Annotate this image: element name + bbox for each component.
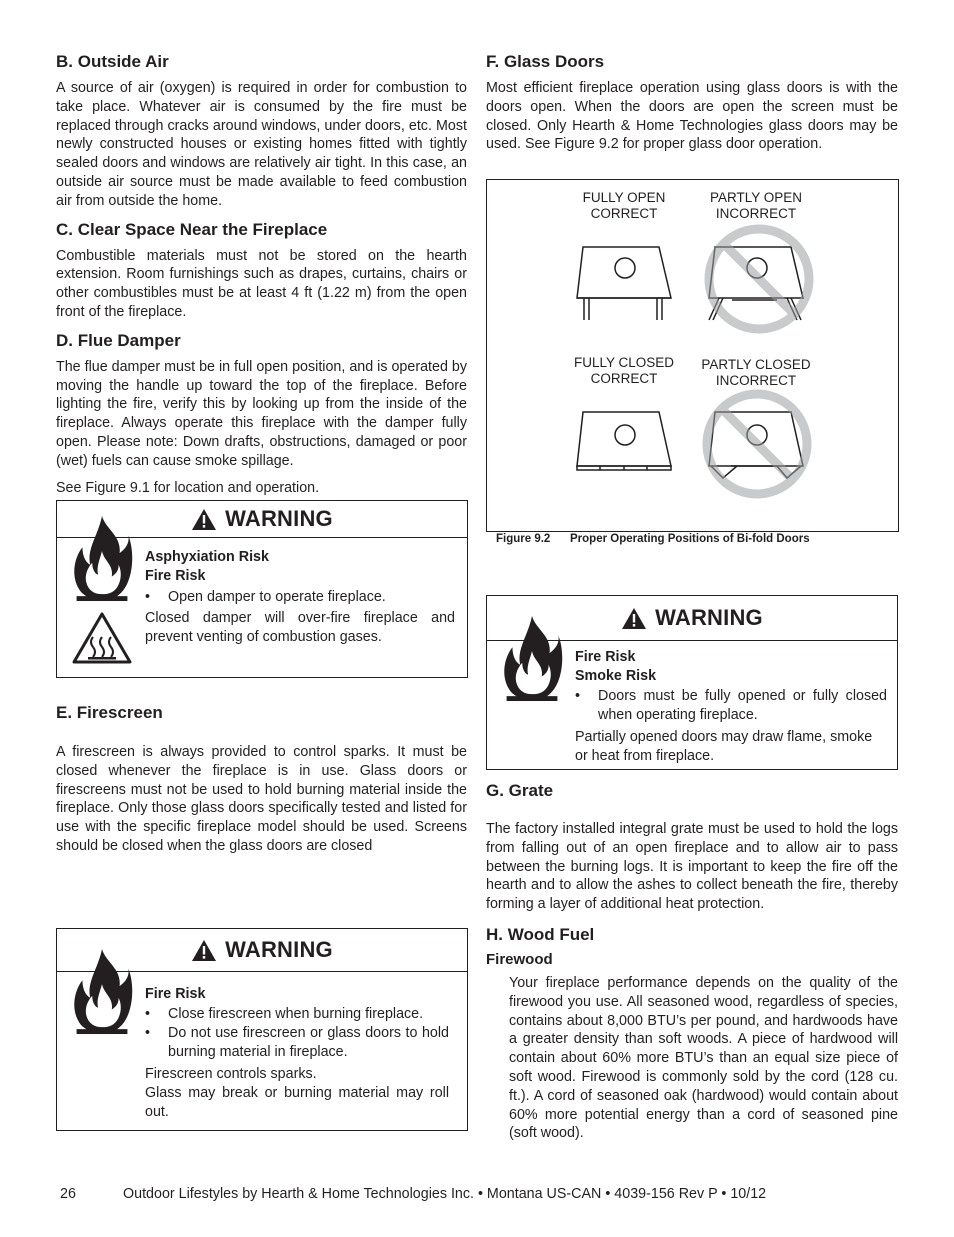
hot-surface-icon	[71, 611, 133, 665]
fireplace-fully-closed-diagram	[577, 412, 671, 470]
prohibition-icon	[707, 394, 807, 494]
section-g-title: G. Grate	[486, 781, 554, 800]
section-g-h	[486, 781, 898, 1143]
warning-text	[145, 985, 449, 1122]
section-f-title: F. Glass Doors	[486, 52, 605, 71]
warning-title: WARNING	[225, 937, 333, 962]
section-d-text: The flue damper must be in full open position, and is operated by moving the handle up toward the top of the fireplace. Before lighting the fire, verify this by looking up from the inside of the fireplace. Always operate this fireplace with the damper fully open. Please note: Down drafts, obstructions, damaged or poor (wet) fuels can cause smoke spillage.	[56, 358, 467, 469]
warning-triangle-icon	[621, 607, 647, 630]
section-b-title: B. Outside Air	[56, 52, 169, 71]
warning-title: WARNING	[655, 605, 763, 630]
label-partly-closed: PARTLY CLOSED INCORRECT	[701, 357, 811, 388]
warning-box-firescreen	[56, 928, 468, 1131]
right-column	[486, 52, 898, 154]
section-e	[56, 703, 467, 856]
risk-fire: Fire Risk	[145, 986, 206, 1002]
risk-fire: Fire Risk	[575, 649, 636, 665]
section-h-subtitle: Firewood	[486, 950, 553, 968]
section-f-text: Most efficient fireplace operation using glass doors is with the doors open. When the doors are open the screen must be closed. Only Hearth & Home Technologies glass doors may be used. See Figure 9.2 for proper glass door operation.	[486, 80, 898, 153]
flame-icon	[501, 614, 563, 702]
label-partly-open: PARTLY OPEN INCORRECT	[709, 190, 803, 221]
warning-title: WARNING	[225, 506, 333, 531]
warning-text	[575, 648, 887, 766]
warning-box-doors	[486, 595, 898, 770]
warning-note: Firescreen controls sparks.	[145, 1066, 317, 1082]
page-footer	[60, 1186, 766, 1202]
warning-bullet: • Do not use firescreen or glass doors to hold burning material in fireplace.	[145, 1025, 449, 1060]
figure-number: Figure 9.2	[496, 533, 551, 545]
section-h-title: H. Wood Fuel	[486, 924, 595, 944]
section-c-text: Combustible materials must not be stored on the hearth extension. Room furnishings such as drapes, curtains, chairs or other combustibles must be at least 4 ft (1.22 m) from the open front of the fireplace.	[56, 247, 467, 320]
risk-smoke: Smoke Risk	[575, 668, 657, 684]
prohibition-icon	[709, 229, 809, 329]
warning-note: Glass may break or burning material may roll out.	[145, 1085, 449, 1120]
risk-fire: Fire Risk	[145, 568, 206, 584]
flame-icon	[71, 514, 133, 602]
figure-caption	[496, 533, 810, 545]
footer-text: Outdoor Lifestyles by Hearth & Home Technologies Inc. • Montana US-CAN • 4039-156 Rev P • 10/12	[123, 1186, 767, 1202]
section-b-text: A source of air (oxygen) is required in order for combustion to take place. Whatever air is consumed by the fire must be replaced through cracks around windows, under doors, etc. Most newly constructed houses or existing homes fitted with tightly sealed doors and windows are relatively air tight. In this case, an outside air source must be made available to feed combustion air from outside the home.	[56, 80, 467, 209]
section-h-text: Your fireplace performance depends on the quality of the firewood you use. All seasoned wood, regardless of species, contains about 8,000 BTU’s per pound, and hardwoods have a greater density than soft woods. A piece of hardwood will contain about 60% more BTU’s than an equal size piece of soft wood. Firewood is commonly sold by the cord (128 cu. ft.). A cord of seasoned oak (hardwood) would contain about 60% more potential energy than a cord of seasoned pine (soft wood).	[509, 974, 898, 1142]
section-d-see: See Figure 9.1 for location and operation.	[56, 479, 320, 496]
warning-bullet: • Doors must be fully opened or fully closed when operating fireplace.	[575, 688, 887, 723]
figure-9-2	[486, 179, 899, 532]
flame-icon	[71, 947, 133, 1035]
warning-text	[145, 548, 455, 647]
figure-title: Proper Operating Positions of Bi-fold Doors	[570, 533, 810, 545]
label-fully-closed: FULLY CLOSED CORRECT	[573, 355, 675, 386]
warning-triangle-icon	[191, 939, 217, 962]
warning-bullet: • Close firescreen when burning fireplace.	[145, 1006, 424, 1022]
warning-note: Closed damper will over-fire fireplace and prevent venting of combustion gases.	[145, 610, 455, 645]
page-number: 26	[60, 1186, 76, 1202]
warning-bullet: • Open damper to operate fireplace.	[145, 589, 386, 605]
warning-note: Partially opened doors may draw flame, smoke or heat from fireplace.	[575, 729, 873, 764]
left-column	[56, 52, 467, 497]
section-e-title: E. Firescreen	[56, 703, 163, 722]
risk-asphyxiation: Asphyxiation Risk	[145, 549, 269, 565]
warning-box-damper	[56, 500, 468, 678]
warning-triangle-icon	[191, 508, 217, 531]
door-diagrams	[487, 180, 898, 531]
label-fully-open: FULLY OPEN CORRECT	[582, 190, 666, 221]
section-c-title: C. Clear Space Near the Fireplace	[56, 219, 328, 239]
section-g-text: The factory installed integral grate must be used to hold the logs from falling out of an open fireplace and to allow air to pass between the burning logs. It is important to keep the fire off the hearth and to allow the ashes to collect beneath the fire, thereby forming a layer of additional heat protection.	[486, 821, 898, 913]
section-d-title: D. Flue Damper	[56, 330, 181, 350]
section-e-text: A firescreen is always provided to control sparks. It must be closed whenever the fireplace is in use. Glass doors or firescreens must not be used to hold burning material inside the fireplace. Only those glass doors specifically tested and listed for use with the specific fireplace model should be used. Screens should be closed when the glass doors are closed	[56, 744, 467, 854]
fireplace-fully-open-diagram	[577, 247, 671, 320]
